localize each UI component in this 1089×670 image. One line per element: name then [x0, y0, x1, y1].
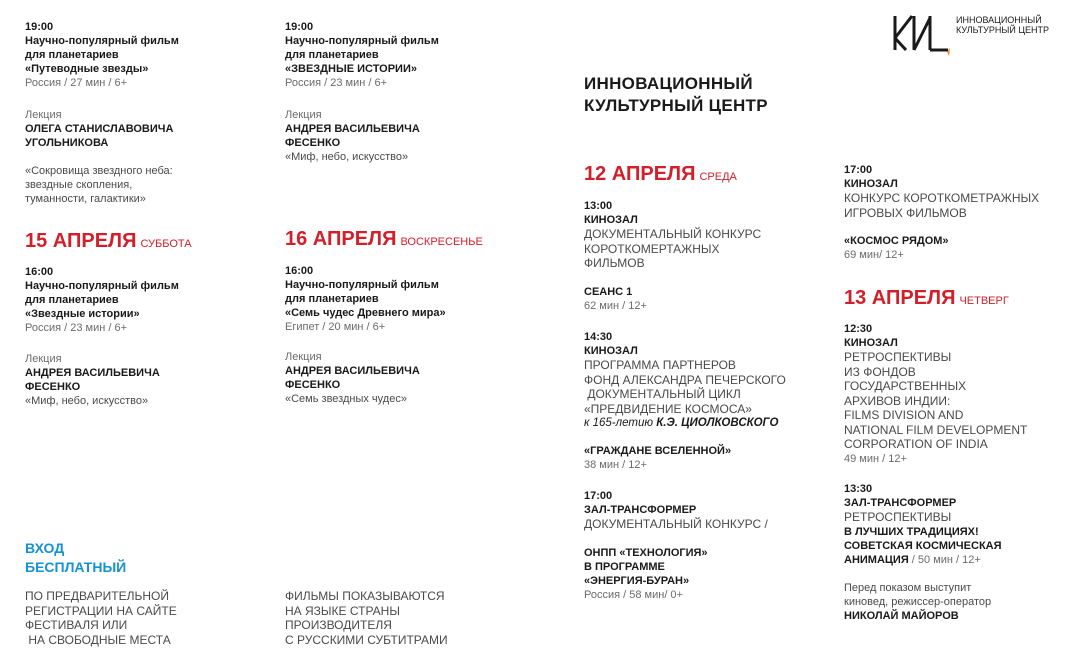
registration-note — [25, 589, 177, 647]
event-time: 17:00 — [844, 164, 873, 176]
film-title: ОНПП «ТЕХНОЛОГИЯ» — [584, 546, 708, 559]
event-meta: Египет / 20 мин / 6+ — [285, 321, 386, 333]
lecture-label: Лекция — [25, 109, 62, 121]
event-description: КОНКУРС КОРОТКОМЕТРАЖНЫХ — [844, 191, 1040, 205]
date-day: 13 АПРЕЛЯ — [844, 287, 956, 309]
lecture-topic: «Сокровища звездного неба: — [25, 165, 173, 177]
event-description: FILMS DIVISION AND — [844, 408, 964, 422]
lecture-topic: «Семь звездных чудес» — [285, 393, 407, 405]
dedication-prefix: к 165-летию — [584, 417, 657, 429]
event-dedication — [584, 416, 786, 430]
event-venue: ЗАЛ-ТРАНСФОРМЕР — [584, 504, 697, 516]
event-block — [25, 20, 179, 90]
event-venue: ЗАЛ-ТРАНСФОРМЕР — [844, 497, 957, 509]
event-venue: КИНОЗАЛ — [844, 178, 898, 190]
lecturer-name: АНДРЕЯ ВАСИЛЬЕВИЧА — [25, 367, 160, 379]
event-block — [584, 489, 768, 602]
event-description: «ПРЕДВИДЕНИЕ КОСМОСА» — [584, 401, 752, 416]
event-time: 13:00 — [584, 200, 613, 212]
event-title: Научно-популярный фильм — [285, 35, 439, 47]
subtitles-line: НА ЯЗЫКЕ СТРАНЫ — [285, 603, 400, 618]
event-time: 14:30 — [584, 331, 613, 343]
event-meta: Россия / 23 мин / 6+ — [25, 322, 128, 334]
speaker-note: Перед показом выступит — [844, 581, 972, 594]
event-description: ИГРОВЫХ ФИЛЬМОВ — [844, 205, 967, 220]
lecturer-name: ФЕСЕНКО — [285, 137, 341, 149]
event-description: ДОКУМЕНТАЛЬНЫЙ ЦИКЛ — [584, 387, 741, 401]
event-title: для планетариев — [285, 293, 379, 305]
lecture-topic: звездные скопления, — [25, 179, 133, 191]
event-title: для планетариев — [25, 49, 119, 61]
lecture-block — [285, 350, 420, 406]
speaker-note: киновед, режиссер-оператор — [844, 595, 992, 608]
event-description: ПРОГРАММА ПАРТНЕРОВ — [584, 358, 736, 372]
event-title: «ЗВЕЗДНЫЕ ИСТОРИИ» — [285, 63, 417, 75]
logo-text — [956, 15, 1049, 35]
logo-mark-icon — [892, 12, 952, 56]
event-description: CORPORATION OF INDIA — [844, 437, 988, 451]
event-meta: / 50 мин / 12+ — [908, 553, 981, 566]
event-meta: Россия / 27 мин / 6+ — [25, 77, 128, 89]
event-title: для планетариев — [285, 49, 379, 61]
event-block — [844, 163, 1039, 262]
registration-line: ФЕСТИВАЛЯ ИЛИ — [25, 618, 128, 632]
event-time: 17:00 — [584, 490, 613, 502]
logo-text-line: КУЛЬТУРНЫЙ ЦЕНТР — [956, 25, 1049, 35]
event-description: ФИЛЬМОВ — [584, 256, 645, 270]
event-description: ДОКУМЕНТАЛЬНЫЙ КОНКУРС / — [584, 517, 768, 531]
event-meta: 38 мин / 12+ — [584, 459, 647, 471]
registration-line: НА СВОБОДНЫЕ МЕСТА — [25, 632, 171, 647]
date-heading — [844, 286, 1009, 313]
event-title: «Путеводные звезды» — [25, 63, 149, 75]
film-title: В ЛУЧШИХ ТРАДИЦИЯХ! — [844, 525, 979, 538]
lecture-block — [285, 108, 420, 164]
film-title: СОВЕТСКАЯ КОСМИЧЕСКАЯ — [844, 539, 1002, 552]
date-day: 16 АПРЕЛЯ — [285, 228, 397, 250]
subtitles-line: ФИЛЬМЫ ПОКАЗЫВАЮТСЯ — [285, 589, 445, 603]
lecture-label: Лекция — [25, 353, 62, 365]
event-title: «Звездные истории» — [25, 308, 140, 320]
event-description: АРХИВОВ ИНДИИ: — [844, 393, 951, 408]
lecture-topic: «Миф, небо, искусство» — [25, 395, 149, 407]
event-block — [584, 199, 761, 313]
event-description: NATIONAL FILM DEVELOPMENT — [844, 422, 1028, 437]
lecture-label: Лекция — [285, 351, 322, 363]
registration-line: ПО ПРЕДВАРИТЕЛЬНОЙ — [25, 589, 169, 603]
logo-text-line: ИННОВАЦИОННЫЙ — [956, 15, 1042, 25]
lecturer-name: ФЕСЕНКО — [25, 381, 81, 393]
lecture-label: Лекция — [285, 109, 322, 121]
lecture-block — [25, 108, 173, 206]
event-meta: 69 мин/ 12+ — [844, 249, 904, 261]
page-title — [584, 73, 768, 117]
free-entry-line: БЕСПЛАТНЫЙ — [25, 559, 127, 575]
event-time: 13:30 — [844, 483, 873, 495]
registration-line: РЕГИСТРАЦИИ НА САЙТЕ — [25, 603, 177, 618]
film-title: «КОСМОС РЯДОМ» — [844, 235, 949, 247]
event-venue: КИНОЗАЛ — [584, 214, 638, 226]
page-title-line: ИННОВАЦИОННЫЙ — [584, 74, 753, 93]
lecturer-name: АНДРЕЯ ВАСИЛЬЕВИЧА — [285, 365, 420, 377]
date-weekday: ВОСКРЕСЕНЬЕ — [400, 236, 483, 248]
lecture-topic: «Миф, небо, искусство» — [285, 151, 409, 163]
event-time: 19:00 — [25, 21, 54, 33]
event-description: ФОНД АЛЕКСАНДРА ПЕЧЕРСКОГО — [584, 372, 786, 387]
logo — [892, 12, 1072, 56]
event-venue: КИНОЗАЛ — [584, 345, 638, 357]
dedication-name: К.Э. ЦИОЛКОВСКОГО — [656, 417, 779, 429]
date-heading — [25, 229, 192, 256]
event-description: ИЗ ФОНДОВ — [844, 364, 916, 379]
lecture-topic: туманности, галактики» — [25, 193, 146, 205]
film-title: В ПРОГРАММЕ — [584, 560, 665, 573]
page-title-line: КУЛЬТУРНЫЙ ЦЕНТР — [584, 96, 768, 115]
event-meta: Россия / 58 мин/ 0+ — [584, 588, 683, 601]
lecture-block — [25, 352, 160, 408]
event-meta: Россия / 23 мин / 6+ — [285, 77, 388, 89]
event-title: для планетариев — [25, 294, 119, 306]
event-time: 19:00 — [285, 21, 314, 33]
event-title: Научно-популярный фильм — [285, 279, 439, 291]
date-weekday: ЧЕТВЕРГ — [959, 295, 1009, 307]
date-heading — [584, 162, 737, 189]
event-block — [584, 330, 786, 472]
lecturer-name: ФЕСЕНКО — [285, 379, 341, 391]
event-block — [25, 265, 179, 335]
event-block — [285, 264, 446, 334]
event-time: 16:00 — [25, 266, 54, 278]
film-title: СЕАНС 1 — [584, 285, 633, 298]
film-title: АНИМАЦИЯ — [844, 553, 909, 566]
event-title: Научно-популярный фильм — [25, 280, 179, 292]
event-description: КОРОТКОМЕРТАЖНЫХ — [584, 241, 720, 256]
subtitles-note — [285, 589, 448, 647]
date-heading — [285, 227, 483, 254]
event-meta: 49 мин / 12+ — [844, 452, 907, 465]
lecturer-name: АНДРЕЯ ВАСИЛЬЕВИЧА — [285, 123, 420, 135]
event-title: «Семь чудес Древнего мира» — [285, 307, 446, 319]
film-title: «ЭНЕРГИЯ-БУРАН» — [584, 574, 690, 587]
event-description: ГОСУДАРСТВЕННЫХ — [844, 379, 967, 393]
date-day: 15 АПРЕЛЯ — [25, 230, 137, 252]
event-description: РЕТРОСПЕКТИВЫ — [844, 350, 952, 364]
event-description: РЕТРОСПЕКТИВЫ — [844, 510, 952, 524]
event-meta: 62 мин / 12+ — [584, 299, 647, 312]
event-venue: КИНОЗАЛ — [844, 337, 898, 349]
free-entry-heading — [25, 539, 126, 577]
subtitles-line: ПРОИЗВОДИТЕЛЯ — [285, 618, 392, 632]
speaker-name: НИКОЛАЙ МАЙОРОВ — [844, 609, 959, 622]
event-block — [844, 322, 1027, 466]
lecturer-name: ОЛЕГА СТАНИСЛАВОВИЧА — [25, 123, 174, 135]
date-weekday: СРЕДА — [699, 171, 737, 183]
event-description: ДОКУМЕНТАЛЬНЫЙ КОНКУРС — [584, 227, 762, 241]
date-weekday: СУББОТА — [140, 238, 192, 250]
film-title-with-meta — [844, 553, 1002, 567]
event-block — [285, 20, 439, 90]
subtitles-line: С РУССКИМИ СУБТИТРАМИ — [285, 632, 448, 647]
film-title: «ГРАЖДАНЕ ВСЕЛЕННОЙ» — [584, 445, 732, 457]
event-title: Научно-популярный фильм — [25, 35, 179, 47]
event-time: 12:30 — [844, 323, 873, 335]
date-day: 12 АПРЕЛЯ — [584, 163, 696, 185]
event-block — [844, 482, 1002, 623]
lecturer-name: УГОЛЬНИКОВА — [25, 137, 109, 149]
event-time: 16:00 — [285, 265, 314, 277]
free-entry-line: ВХОД — [25, 540, 65, 556]
